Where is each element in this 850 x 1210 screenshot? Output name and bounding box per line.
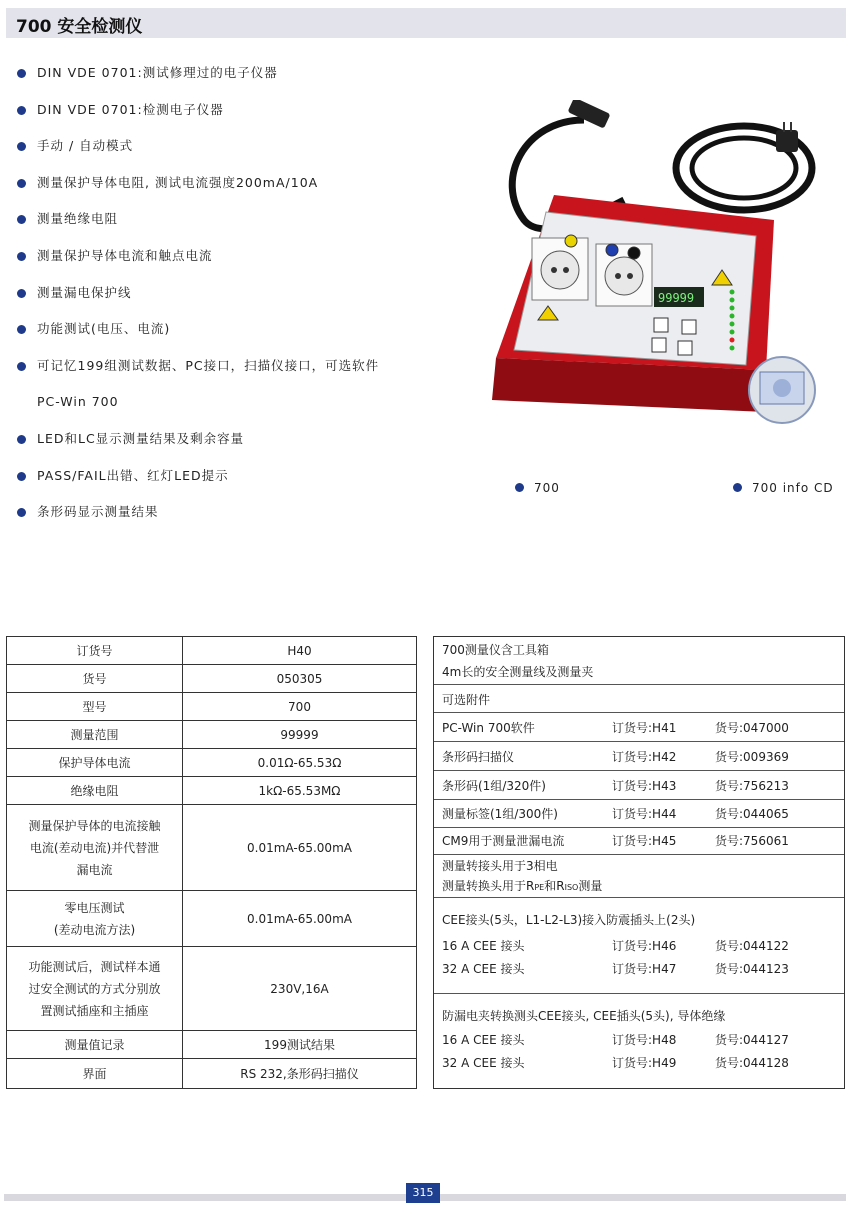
- bullet-icon: [17, 69, 26, 78]
- table-row: 界面 RS 232,条形码扫描仪: [7, 1059, 417, 1089]
- feature-item: DIN VDE 0701:测试修理过的电子仪器: [17, 62, 437, 99]
- table-row: 绝缘电阻 1kΩ-65.53MΩ: [7, 777, 417, 805]
- caption-cd: 700 info CD: [733, 481, 834, 495]
- table-row: 保护导体电流 0.01Ω-65.53Ω: [7, 749, 417, 777]
- table-row: 零电压测试 (差动电流方法) 0.01mA-65.00mA: [7, 891, 417, 947]
- feature-item: 测量漏电保护线: [17, 282, 437, 319]
- feature-item: 测量绝缘电阻: [17, 208, 437, 245]
- plug-icon: [776, 130, 798, 152]
- feature-item-continued: PC-Win 700: [37, 394, 119, 410]
- spec-table: [6, 636, 417, 1089]
- svg-text:99999: 99999: [658, 291, 695, 305]
- caption-device: 700: [515, 481, 560, 495]
- feature-item: LED和LC显示测量结果及剩余容量: [17, 428, 437, 465]
- feature-item: PASS/FAIL出错、红灯LED提示: [17, 465, 437, 502]
- bullet-icon: [17, 325, 26, 334]
- table-row: 测量值记录 199测试结果: [7, 1031, 417, 1059]
- bullet-icon: [733, 483, 742, 492]
- bullet-icon: [17, 252, 26, 261]
- bullet-icon: [17, 362, 26, 371]
- feature-item: DIN VDE 0701:检测电子仪器: [17, 99, 437, 136]
- feature-item: 测量保护导体电阻, 测试电流强度200mA/10A: [17, 172, 437, 209]
- bullet-icon: [17, 435, 26, 444]
- table-row: 型号 700: [7, 693, 417, 721]
- bullet-icon: [17, 472, 26, 481]
- page-title: 700 安全检测仪: [16, 17, 143, 37]
- bullet-icon: [17, 142, 26, 151]
- accessories-panel: 700测量仪含工具箱 4m长的安全测量线及测量夹 可选附件 PC-Win 700软件 订货号:H41 货号:047000 条形码扫描仪 订货号:H42 货号:009369 条形码(1组/320件) 订货号:H43 货号:756213 测量标签(1组/300件) 订货号:H44 货号:044065 CM9用于测量泄漏电流 订货号:H45 货号:756061 测量转接头用于3相电 测量转换头用于RPE和RISO测量 CEE接头(5头，L1-L2-L3)接入防震插头上(2头) 16 A CEE 接头 订货号:H46 货号:044122 32 A CEE 接头 订货号:H47 货号:044123 防漏电夹转换测头CEE接头, CEE插头(5头), 导体绝缘 16 A CEE 接头 订货号:H48 货号:044127 32 A CEE 接头 订货号:H49 货号:044128: [433, 636, 845, 1089]
- bullet-icon: [515, 483, 524, 492]
- probe-clip-icon: [567, 100, 610, 129]
- esc-key-icon: [678, 341, 692, 355]
- feature-item: 功能测试(电压、电流): [17, 318, 437, 355]
- table-row: 货号 050305: [7, 665, 417, 693]
- feature-item: 可记忆199组测试数据、PC接口，扫描仪接口，可选软件: [17, 355, 437, 392]
- table-row: 功能测试后，测试样本通 过安全测试的方式分别放 置测试插座和主插座 230V,16A: [7, 947, 417, 1031]
- page-number: 315: [406, 1183, 440, 1203]
- table-row: 订货号 H40: [7, 637, 417, 665]
- bullet-icon: [17, 508, 26, 517]
- down-key-icon: [654, 318, 668, 332]
- feature-item: 条形码显示测量结果: [17, 501, 437, 538]
- feature-item: 测量保护导体电流和触点电流: [17, 245, 437, 282]
- feature-item: 手动 / 自动模式: [17, 135, 437, 172]
- bullet-icon: [17, 215, 26, 224]
- feature-list: [17, 62, 437, 538]
- table-row: 测量范围 99999: [7, 721, 417, 749]
- bullet-icon: [17, 106, 26, 115]
- bullet-icon: [17, 179, 26, 188]
- title-bar: [6, 8, 846, 38]
- bullet-icon: [17, 289, 26, 298]
- enter-key-icon: [652, 338, 666, 352]
- device-photo: [484, 100, 824, 435]
- up-key-icon: [682, 320, 696, 334]
- table-row: 测量保护导体的电流接触 电流(差动电流)并代替泄 漏电流 0.01mA-65.00mA: [7, 805, 417, 891]
